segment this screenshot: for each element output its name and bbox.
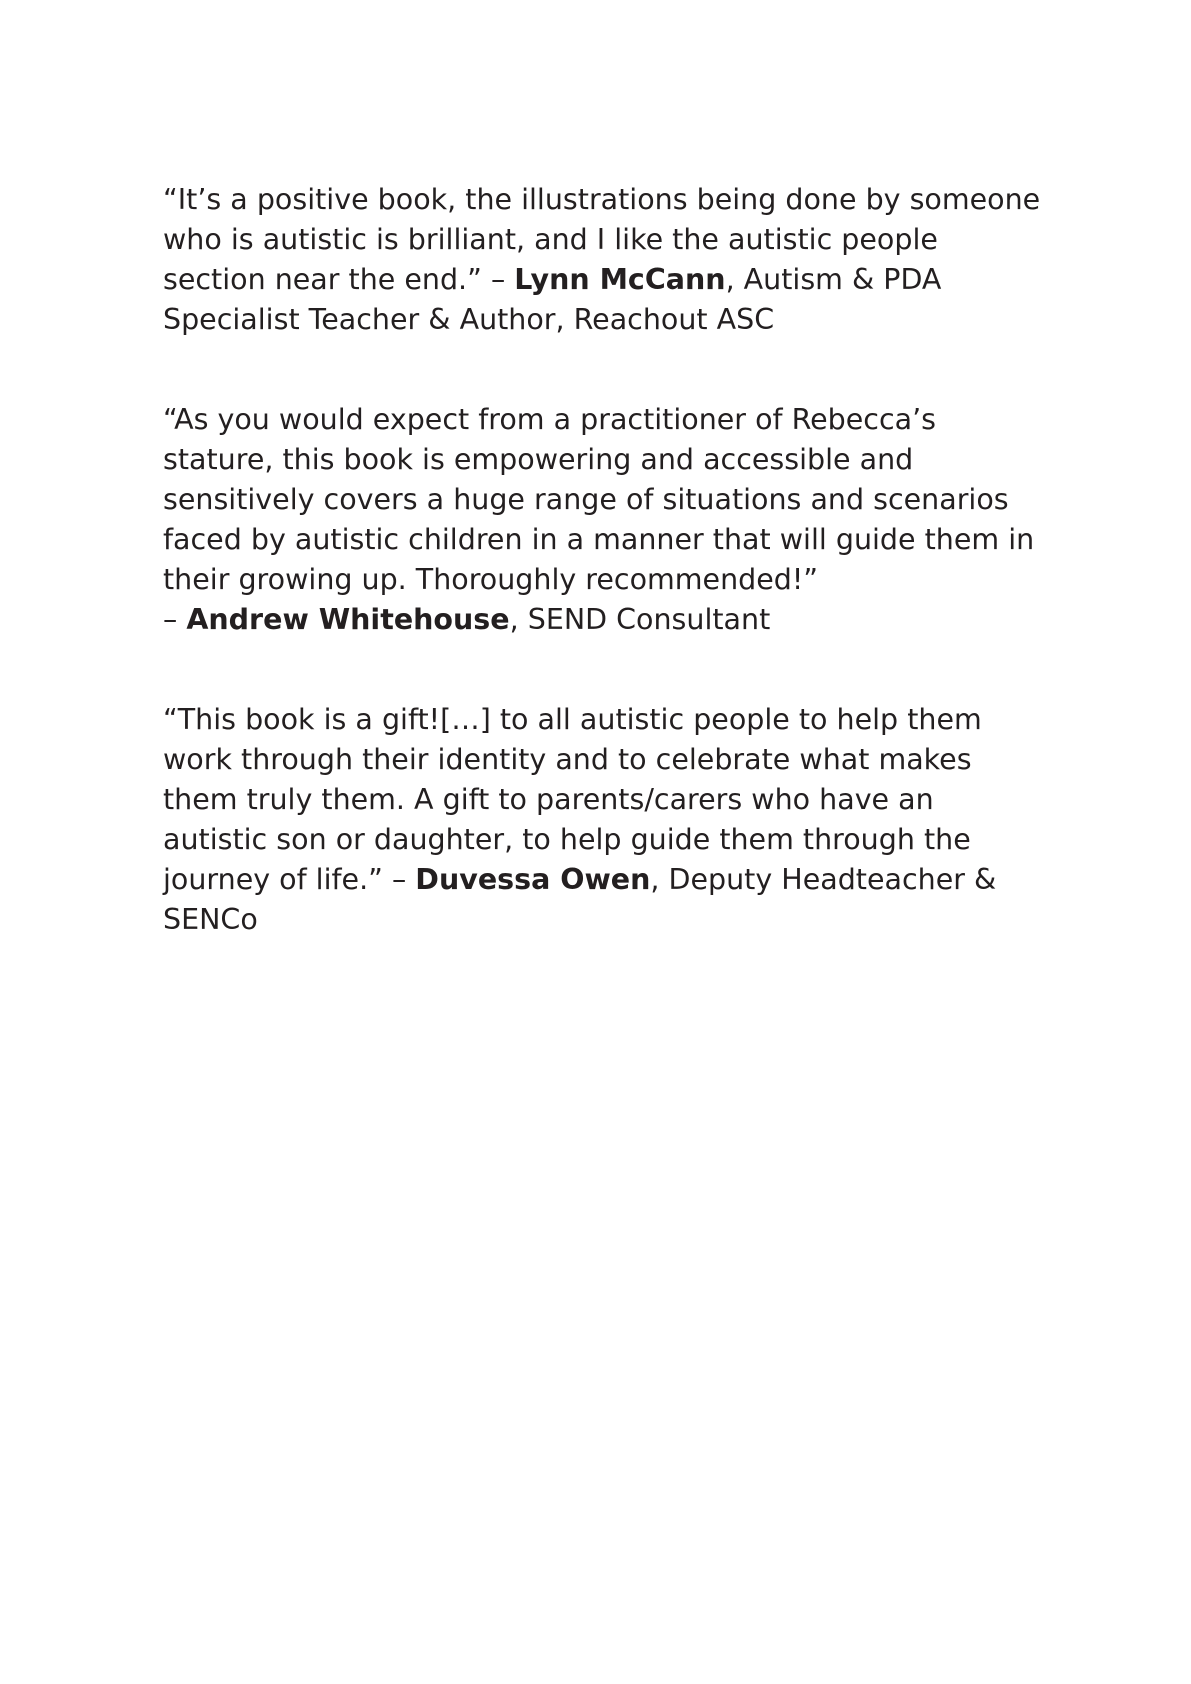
text-line: [163, 820, 1043, 860]
quote-text: section near the end.” –: [163, 263, 515, 296]
quote-text: sensitively covers a huge range of situations and scenarios: [163, 483, 1009, 516]
author-name: Andrew Whitehouse: [186, 603, 510, 636]
author-role: Specialist Teacher & Author, Reachout ASC: [163, 303, 775, 336]
testimonial-lynn-mccann: [163, 180, 1043, 340]
text-line: [163, 260, 1043, 300]
author-role: , Autism & PDA: [725, 263, 942, 296]
text-line: [163, 700, 1043, 740]
text-line: [163, 520, 1043, 560]
quote-text: “It’s a positive book, the illustrations being done by someone: [163, 183, 1041, 216]
quote-text: their growing up. Thoroughly recommended!”: [163, 563, 819, 596]
quote-text: faced by autistic children in a manner that will guide them in: [163, 523, 1035, 556]
quote-text: stature, this book is empowering and accessible and: [163, 443, 914, 476]
quote-text: them truly them. A gift to parents/carers who have an: [163, 783, 934, 816]
quote-text: autistic son or daughter, to help guide them through the: [163, 823, 971, 856]
text-line: [163, 440, 1043, 480]
text-line: [163, 560, 1043, 600]
quote-text: journey of life.” –: [163, 863, 416, 896]
text-line: [163, 300, 1043, 340]
text-line: [163, 480, 1043, 520]
text-line: [163, 400, 1043, 440]
attribution-dash: –: [163, 603, 187, 636]
testimonials: [163, 180, 1043, 940]
testimonial-andrew-whitehouse: [163, 400, 1043, 640]
author-role: , SEND Consultant: [509, 603, 771, 636]
text-line: [163, 780, 1043, 820]
testimonial-duvessa-owen: [163, 700, 1043, 940]
author-name: Duvessa Owen: [415, 863, 651, 896]
text-line: [163, 740, 1043, 780]
text-line: [163, 900, 1043, 940]
author-role: , Deputy Headteacher &: [650, 863, 997, 896]
text-line: [163, 600, 1043, 640]
text-line: [163, 860, 1043, 900]
author-name: Lynn McCann: [514, 263, 726, 296]
quote-text: “This book is a gift![…] to all autistic people to help them: [163, 703, 982, 736]
quote-text: “As you would expect from a practitioner of Rebecca’s: [163, 403, 936, 436]
text-line: [163, 220, 1043, 260]
text-line: [163, 180, 1043, 220]
quote-text: work through their identity and to celebrate what makes: [163, 743, 972, 776]
quote-text: who is autistic is brilliant, and I like the autistic people: [163, 223, 938, 256]
author-role: SENCo: [163, 903, 258, 936]
